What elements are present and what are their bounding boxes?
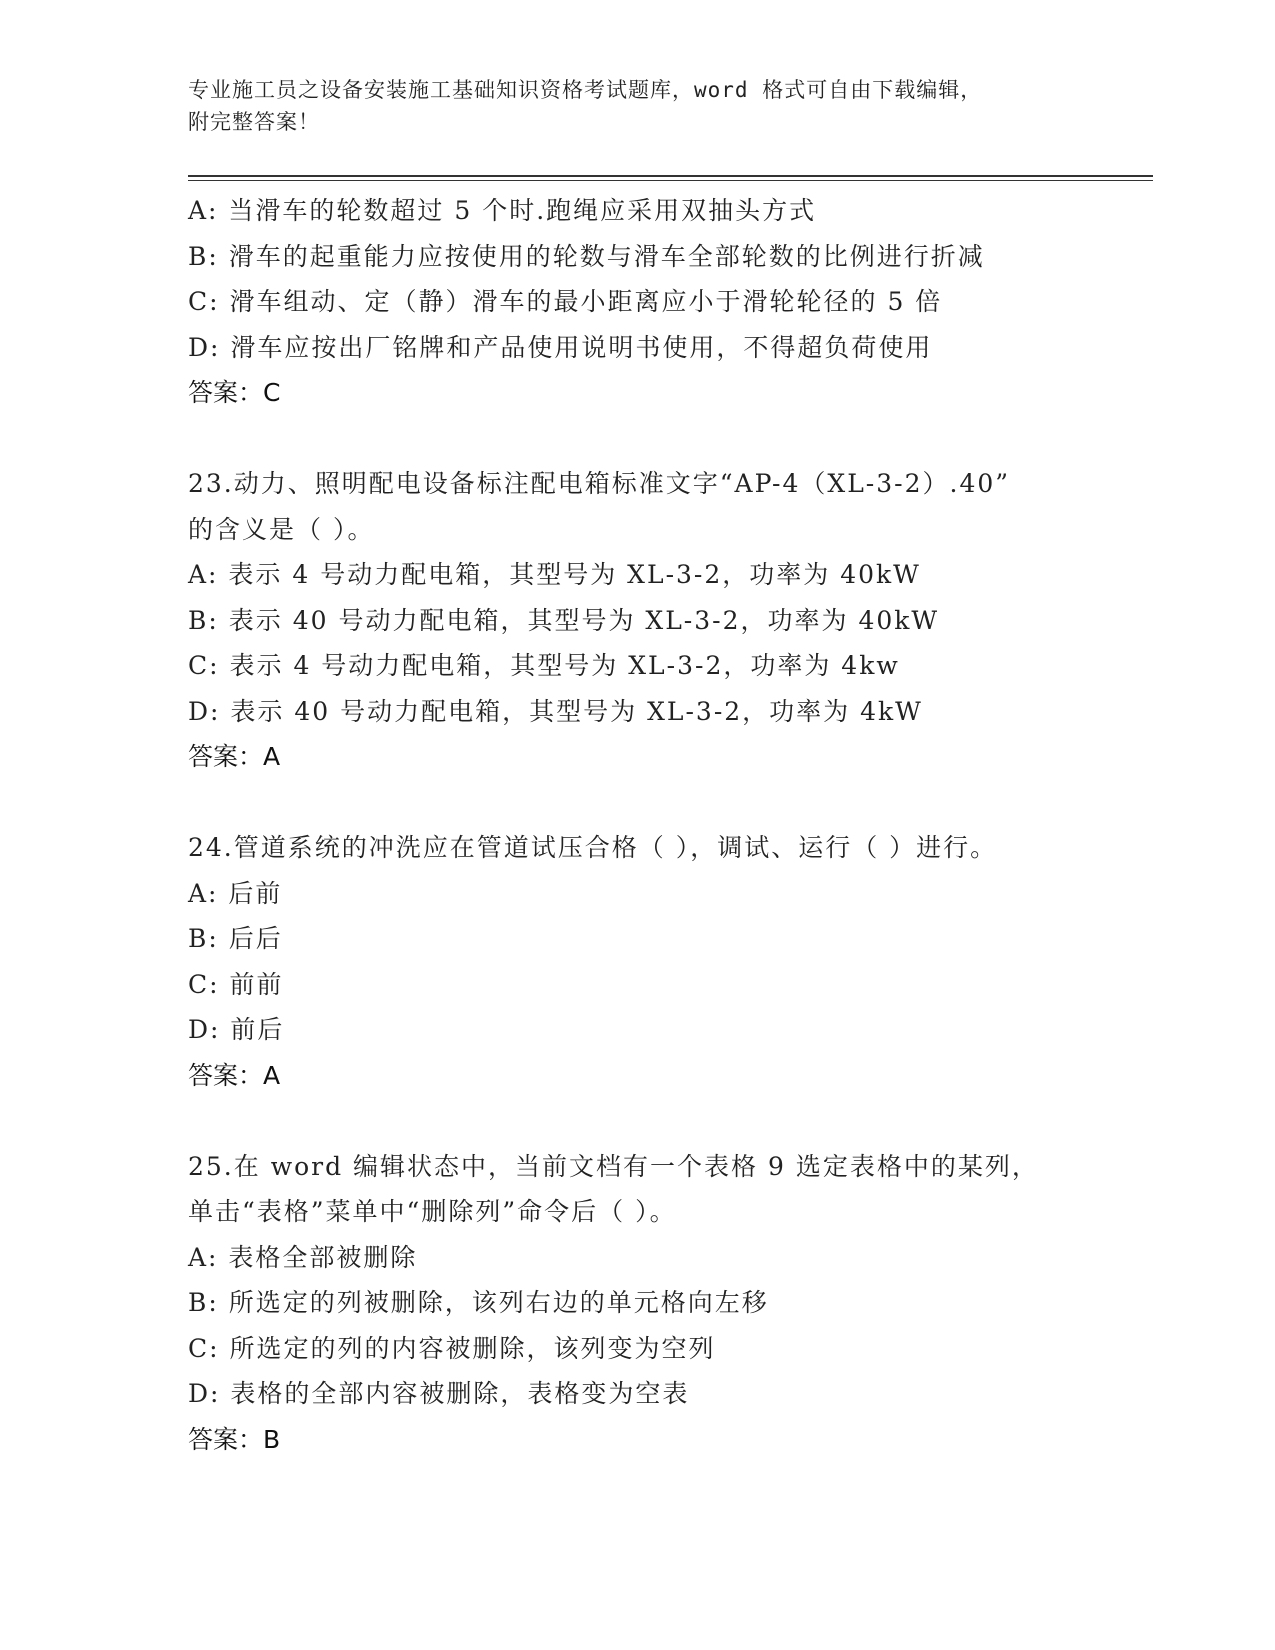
option-d: D: 表示 40 号动力配电箱，其型号为 XL-3-2，功率为 4kW [188,696,923,726]
spacer [188,416,1153,462]
spacer [188,1098,1153,1144]
document-header [188,74,1088,138]
question-text-line-2: 的含义是（ ）。 [188,514,375,544]
question-25 [188,1144,1153,1463]
option-c: C: 前前 [188,969,284,999]
answer: 答案：B [188,1424,281,1454]
spacer [188,780,1153,826]
question-text-line-1: 23.动力、照明配电设备标注配电箱标准文字“AP-4（XL-3-2）.40” [188,469,1011,498]
header-divider-thick [188,175,1153,177]
option-a: A: 表示 4 号动力配电箱，其型号为 XL-3-2，功率为 40kW [188,560,921,589]
header-line-2: 附完整答案！ [188,110,320,134]
option-a: A: 后前 [188,878,283,908]
header-divider [188,175,1153,181]
question-list [188,188,1153,1462]
option-b: B: 所选定的列被删除，该列右边的单元格向左移 [188,1288,769,1317]
option-d: D: 表格的全部内容被删除，表格变为空表 [188,1379,690,1408]
question-text-line-1: 24.管道系统的冲洗应在管道试压合格（ ），调试、运行（ ）进行。 [188,833,998,862]
option-c: C: 表示 4 号动力配电箱，其型号为 XL-3-2，功率为 4kw [188,651,900,680]
answer: 答案：A [188,1060,281,1090]
question-text-line-1: 25.在 word 编辑状态中，当前文档有一个表格 9 选定表格中的某列， [188,1151,1039,1181]
option-a: A: 表格全部被删除 [188,1242,418,1272]
option-b: B: 表示 40 号动力配电箱，其型号为 XL-3-2，功率为 40kW [188,605,940,635]
answer: 答案：C [188,378,281,407]
option-d: D: 前后 [188,1015,285,1044]
option-c: C: 所选定的列的内容被删除，该列变为空列 [188,1333,716,1363]
option-a: A: 当滑车的轮数超过 5 个时.跑绳应采用双抽头方式 [188,196,817,225]
question-22 [188,188,1153,416]
option-b: B: 后后 [188,924,283,953]
option-d: D: 滑车应按出厂铭牌和产品使用说明书使用，不得超负荷使用 [188,332,933,362]
header-line-1: 专业施工员之设备安装施工基础知识资格考试题库，word 格式可自由下载编辑， [188,78,983,102]
header-divider-thin [188,180,1153,181]
option-c: C: 滑车组动、定（静）滑车的最小距离应小于滑轮轮径的 5 倍 [188,287,943,316]
option-b: B: 滑车的起重能力应按使用的轮数与滑车全部轮数的比例进行折减 [188,241,985,271]
question-text-line-2: 单击“表格”菜单中“删除列”命令后（ ）。 [188,1197,677,1226]
question-24 [188,825,1153,1098]
question-23 [188,461,1153,780]
answer: 答案：A [188,742,281,771]
